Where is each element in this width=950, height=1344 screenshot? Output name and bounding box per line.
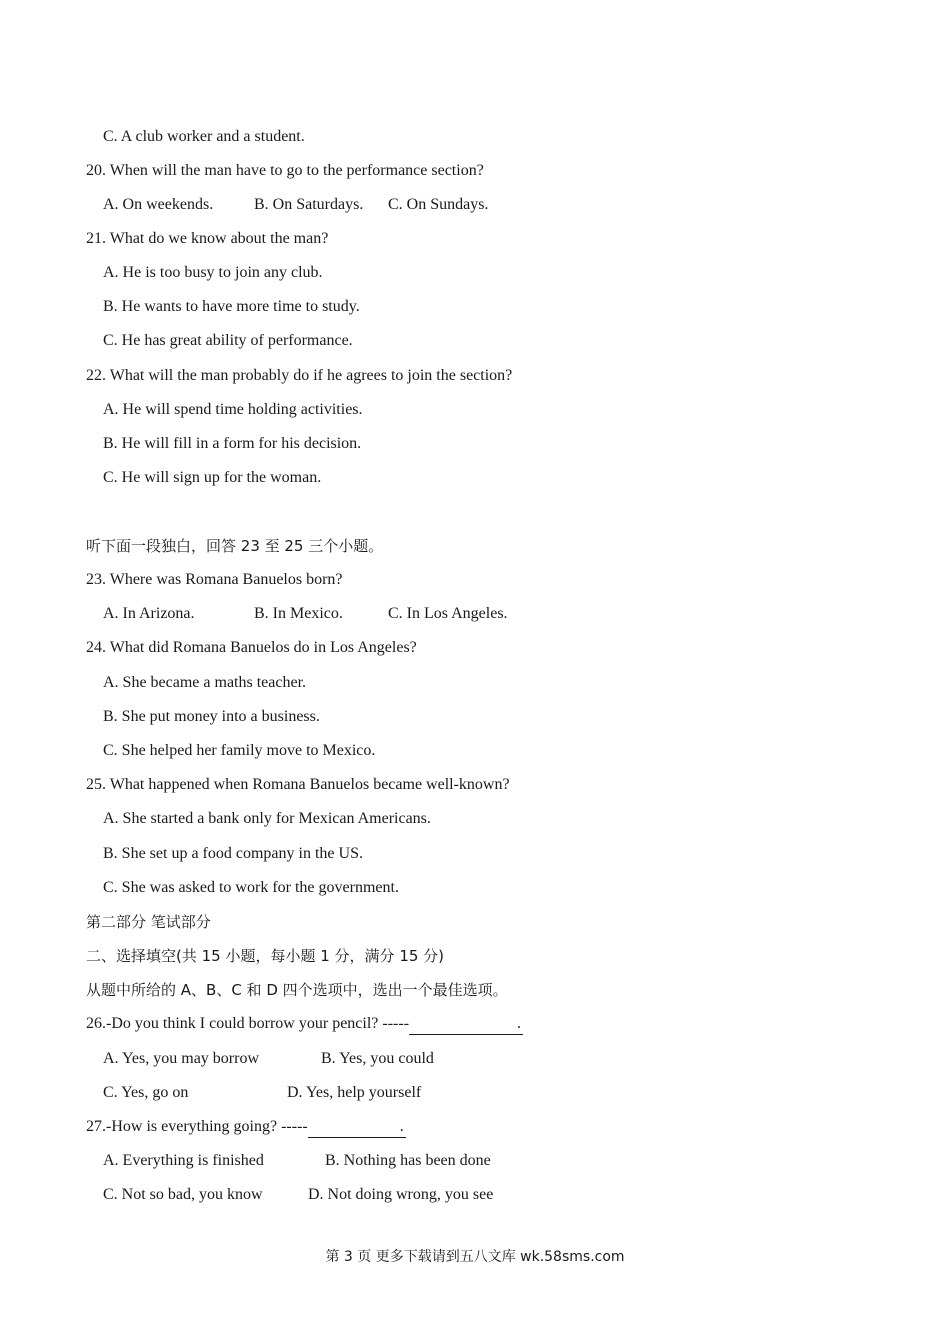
q22-option-c: C. He will sign up for the woman.	[103, 469, 322, 486]
question-26	[86, 1014, 523, 1035]
question-23: 23. Where was Romana Banuelos born?	[86, 571, 343, 588]
answer-blank-26: .	[409, 1014, 523, 1035]
question-20: 20. When will the man have to go to the performance section?	[86, 162, 484, 179]
answer-blank-27: .	[308, 1117, 406, 1138]
q27-option-c: C. Not so bad, you know	[103, 1186, 263, 1203]
q24-option-a: A. She became a maths teacher.	[103, 674, 307, 691]
monologue-instruction: 听下面一段独白，回答 23 至 25 三个小题。	[86, 537, 384, 555]
question-26-text: 26.-Do you think I could borrow your pencil? -----	[86, 1015, 410, 1032]
q24-option-c: C. She helped her family move to Mexico.	[103, 742, 376, 759]
q26-option-b: B. Yes, you could	[321, 1050, 434, 1067]
question-25: 25. What happened when Romana Banuelos became well-known?	[86, 776, 510, 793]
q26-option-d: D. Yes, help yourself	[287, 1084, 422, 1101]
question-22: 22. What will the man probably do if he agrees to join the section?	[86, 367, 513, 384]
q23-option-a: A. In Arizona.	[103, 605, 195, 622]
question-24: 24. What did Romana Banuelos do in Los Angeles?	[86, 639, 417, 656]
q26-option-a: A. Yes, you may borrow	[103, 1050, 259, 1067]
q22-option-a: A. He will spend time holding activities.	[103, 401, 363, 418]
q23-option-b: B. In Mexico.	[254, 605, 343, 622]
part-two-heading: 第二部分 笔试部分	[86, 913, 211, 931]
q21-option-a: A. He is too busy to join any club.	[103, 264, 323, 281]
section-two-heading: 二、选择填空(共 15 小题，每小题 1 分，满分 15 分)	[86, 947, 445, 965]
question-27-text: 27.-How is everything going? -----	[86, 1118, 308, 1135]
q25-option-c: C. She was asked to work for the government.	[103, 879, 399, 896]
q20-option-b: B. On Saturdays.	[254, 196, 364, 213]
q25-option-a: A. She started a bank only for Mexican Americans.	[103, 810, 431, 827]
q24-option-b: B. She put money into a business.	[103, 708, 320, 725]
q27-option-a: A. Everything is finished	[103, 1152, 264, 1169]
q25-option-b: B. She set up a food company in the US.	[103, 845, 363, 862]
q21-option-b: B. He wants to have more time to study.	[103, 298, 360, 315]
q22-option-b: B. He will fill in a form for his decision.	[103, 435, 362, 452]
q27-option-d: D. Not doing wrong, you see	[308, 1186, 494, 1203]
q27-option-b: B. Nothing has been done	[325, 1152, 491, 1169]
q20-option-a: A. On weekends.	[103, 196, 214, 213]
question-27	[86, 1117, 406, 1138]
section-two-instruction: 从题中所给的 A、B、C 和 D 四个选项中，选出一个最佳选项。	[86, 981, 508, 999]
q26-option-c: C. Yes, go on	[103, 1084, 189, 1101]
q23-option-c: C. In Los Angeles.	[388, 605, 508, 622]
q21-option-c: C. He has great ability of performance.	[103, 332, 353, 349]
q19-option-c: C. A club worker and a student.	[103, 128, 305, 145]
page-footer: 第 3 页 更多下载请到五八文库 wk.58sms.com	[325, 1249, 625, 1265]
q20-option-c: C. On Sundays.	[388, 196, 489, 213]
question-21: 21. What do we know about the man?	[86, 230, 329, 247]
